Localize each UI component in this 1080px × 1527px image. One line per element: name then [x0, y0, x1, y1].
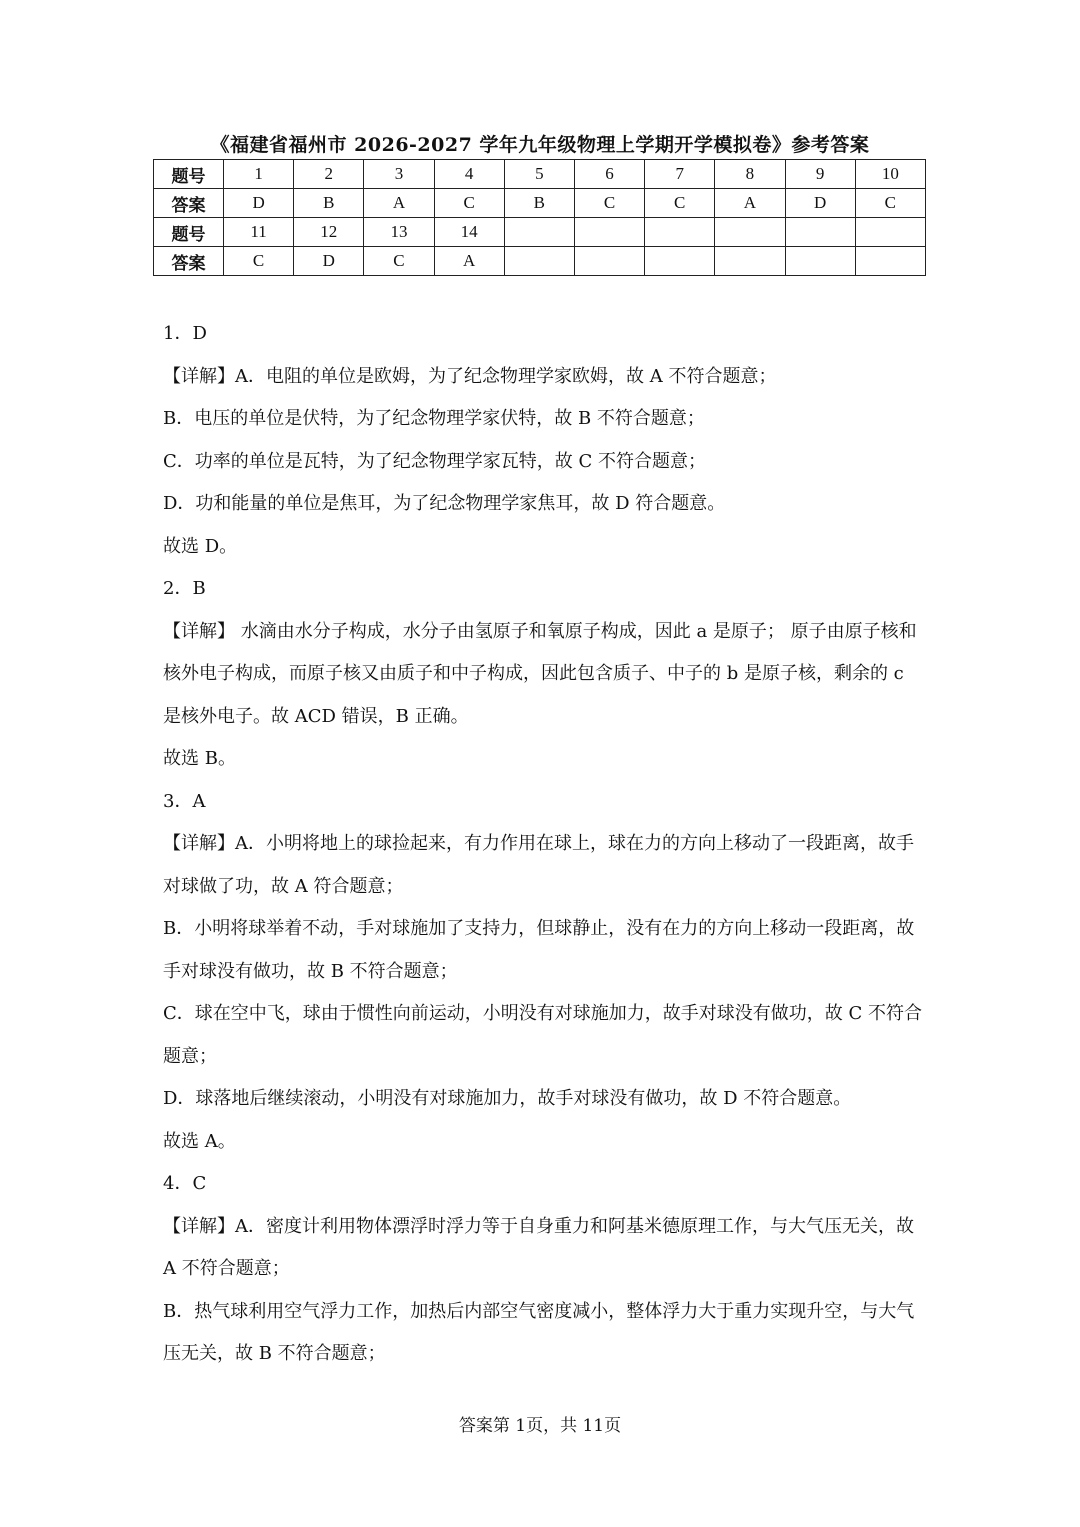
- table-cell: D: [294, 247, 364, 276]
- table-cell: C: [574, 189, 644, 218]
- explanation-line: C．功率的单位是瓦特，为了纪念物理学家瓦特，故 C 不符合题意；: [163, 450, 706, 472]
- conclusion-line: 故选 D。: [163, 535, 238, 557]
- table-cell: 10: [855, 160, 925, 189]
- explanation-line: C．球在空中飞，球由于惯性向前运动，小明没有对球施加力，故手对球没有做功，故 C 不符合题意；: [163, 1003, 922, 1067]
- document-title: 《福建省福州市 2026-2027 学年九年级物理上学期开学模拟卷》参考答案: [210, 134, 870, 156]
- table-cell: [574, 218, 644, 247]
- answer-heading: 2．B: [163, 578, 206, 599]
- table-cell: 1: [224, 160, 294, 189]
- explanation-line: 【详解】A．密度计利用物体漂浮时浮力等于自身重力和阿基米德原理工作，与大气压无关，故 A 不符合题意；: [163, 1215, 914, 1279]
- answer-heading: 3．A: [163, 790, 206, 812]
- table-cell: C: [364, 247, 434, 276]
- explanation-line: 【详解】A．电阻的单位是欧姆，为了纪念物理学家欧姆，故 A 不符合题意；: [163, 365, 777, 387]
- table-cell: 9: [785, 160, 855, 189]
- row-label: 题号: [154, 218, 224, 247]
- table-cell: [504, 218, 574, 247]
- table-cell: A: [434, 247, 504, 276]
- table-cell: [855, 218, 925, 247]
- table-row: [154, 160, 926, 189]
- table-cell: [574, 247, 644, 276]
- explanation-line: D．功和能量的单位是焦耳，为了纪念物理学家焦耳，故 D 符合题意。: [163, 493, 726, 514]
- conclusion-line: 故选 A。: [163, 1130, 236, 1152]
- table-cell: [504, 247, 574, 276]
- table-cell: 11: [224, 218, 294, 247]
- table-cell: D: [785, 189, 855, 218]
- answer-table: [153, 159, 926, 276]
- table-cell: [645, 218, 715, 247]
- table-cell: 3: [364, 160, 434, 189]
- table-row: [154, 247, 926, 276]
- table-cell: B: [294, 189, 364, 218]
- table-cell: 2: [294, 160, 364, 189]
- page-footer: 答案第 1页，共 11页: [458, 1416, 622, 1436]
- answer-heading: 4．C: [163, 1173, 207, 1194]
- table-cell: [785, 247, 855, 276]
- table-cell: 5: [504, 160, 574, 189]
- explanation-line: B．小明将球举着不动，手对球施加了支持力，但球静止，没有在力的方向上移动一段距离，故手对球没有做功，故 B 不符合题意；: [163, 918, 915, 982]
- table-cell: 12: [294, 218, 364, 247]
- table-cell: [715, 247, 785, 276]
- table-cell: A: [715, 189, 785, 218]
- table-cell: [785, 218, 855, 247]
- table-cell: B: [504, 189, 574, 218]
- explanation-line: D．球落地后继续滚动，小明没有对球施加力，故手对球没有做功，故 D 不符合题意。: [163, 1088, 852, 1109]
- table-cell: A: [364, 189, 434, 218]
- table-cell: D: [224, 189, 294, 218]
- table-cell: 13: [364, 218, 434, 247]
- table-cell: C: [855, 189, 925, 218]
- table-row: [154, 218, 926, 247]
- table-cell: [645, 247, 715, 276]
- row-label: 答案: [154, 189, 224, 218]
- row-label: 题号: [154, 160, 224, 189]
- explanation-body: [163, 313, 923, 1376]
- table-cell: C: [645, 189, 715, 218]
- table-cell: [855, 247, 925, 276]
- row-label: 答案: [154, 247, 224, 276]
- table-cell: [715, 218, 785, 247]
- table-cell: 14: [434, 218, 504, 247]
- conclusion-line: 故选 B。: [163, 748, 236, 769]
- explanation-line: 【详解】A．小明将地上的球捡起来，有力作用在球上，球在力的方向上移动了一段距离，故手对球做了功，故 A 符合题意；: [163, 833, 914, 897]
- answer-heading: 1．D: [163, 323, 207, 344]
- explanation-line: B．电压的单位是伏特，为了纪念物理学家伏特，故 B 不符合题意；: [163, 408, 705, 429]
- table-cell: 7: [645, 160, 715, 189]
- table-row: [154, 189, 926, 218]
- table-cell: C: [224, 247, 294, 276]
- explanation-line: B．热气球利用空气浮力工作，加热后内部空气密度减小，整体浮力大于重力实现升空，与大气压无关，故 B 不符合题意；: [163, 1300, 915, 1364]
- explanation-line: 【详解】 水滴由水分子构成，水分子由氢原子和氧原子构成，因此 a 是原子； 原子由原子核和核外电子构成，而原子核又由质子和中子构成，因此包含质子、中子的 b 是原子核，剩余的 c 是核外电子。故 ACD 错误，B 正确。: [163, 620, 917, 727]
- table-cell: 6: [574, 160, 644, 189]
- table-cell: 8: [715, 160, 785, 189]
- table-cell: C: [434, 189, 504, 218]
- table-cell: 4: [434, 160, 504, 189]
